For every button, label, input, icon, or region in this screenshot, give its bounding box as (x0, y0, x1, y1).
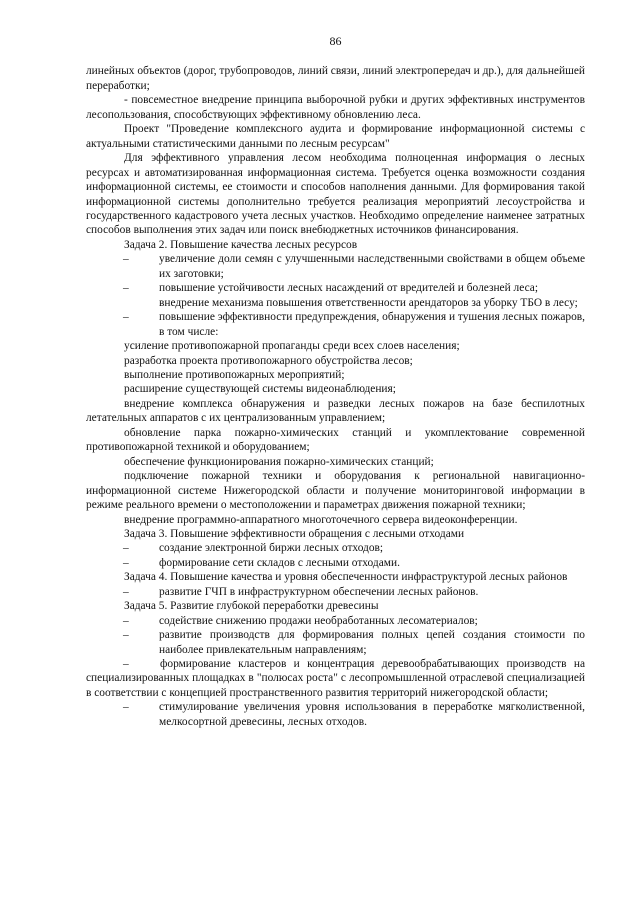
list-dash: – (123, 701, 129, 714)
list-item (86, 541, 585, 555)
list-item-text: развитие производств для формирования полных цепей создания стоимости по наиболее привлекательным направлениям; (159, 629, 585, 656)
paragraph: обеспечение функционирования пожарно-химических станций; (124, 455, 434, 468)
paragraph: разработка проекта противопожарного обустройства лесов; (124, 354, 413, 367)
paragraph: Задача 2. Повышение качества лесных ресурсов (124, 238, 358, 251)
paragraph: линейных объектов (дорог, трубопроводов, линий связи, линий электропередач и др.), для дальнейшей переработки; (86, 65, 585, 92)
paragraph: - повсеместное внедрение принципа выборочной рубки и других эффективных инструментов лесопользования, способствующих эффективному обновлению леса. (86, 94, 585, 121)
list-item-text: повышение эффективности предупреждения, обнаружения и тушения лесных пожаров, в том числе: (159, 311, 585, 338)
list-item (86, 556, 585, 570)
list-item-text: развитие ГЧП в инфраструктурном обеспечении лесных районов. (159, 585, 479, 598)
list-item (86, 657, 585, 700)
paragraph: обновление парка пожарно-химических станций и укомплектование современной противопожарной техникой и оборудованием; (86, 426, 585, 454)
list-item-text: создание электронной биржи лесных отходов; (159, 542, 384, 555)
list-item (86, 281, 585, 295)
list-dash: – (123, 542, 129, 555)
paragraph: выполнение противопожарных мероприятий; (124, 368, 345, 381)
page-number: 86 (329, 34, 342, 48)
list-dash: – (123, 614, 129, 627)
paragraph: Задача 3. Повышение эффективности обращения с лесными отходами (124, 527, 465, 540)
paragraph: расширение существующей системы видеонаблюдения; (124, 383, 396, 396)
list-item (86, 252, 585, 281)
list-dash: – (123, 556, 129, 569)
list-item (86, 310, 585, 339)
list-item-text: формирование сети складов с лесными отходами. (159, 556, 400, 569)
list-dash: – (123, 311, 129, 324)
document-body (86, 64, 585, 729)
list-dash: – (123, 658, 129, 671)
list-item-text: формирование кластеров и концентрация деревообрабатывающих производств на специализированных площадках в "полюсах роста" с лесопромышленной отраслевой специализацией в соответствии с концепцией пространственного развития территорий нижегородской области; (86, 658, 585, 699)
list-dash: – (123, 253, 129, 266)
paragraph: Задача 5. Развитие глубокой переработки древесины (124, 600, 379, 613)
paragraph: Проект "Проведение комплексного аудита и формирование информационной системы с актуальными статистическими данными по лесным ресурсам" (86, 123, 585, 150)
list-item-text: повышение устойчивости лесных насаждений от вредителей и болезней леса; (159, 282, 538, 295)
list-item (86, 628, 585, 657)
list-dash (86, 296, 159, 310)
paragraph: Для эффективного управления лесом необходима полноценная информация о лесных ресурсах и автоматизированная информационная система. Требуется оценка возможности создания информационной системы, ее стоимости и способов наполнения данными. Для формирования такой информационной системы дополнительно требуется реализация мероприятий лесоустройства и государственного кадастрового учета лесных участков. Необходимо определение наименее затратных способов выполнения этих задач или поиск внебюджетных источников финансирования. (86, 152, 585, 237)
list-dash: – (123, 585, 129, 598)
paragraph: усиление противопожарной пропаганды среди всех слоев населения; (124, 340, 460, 353)
paragraph: внедрение программно-аппаратного многоточечного сервера видеоконференции. (124, 513, 518, 526)
list-item-text: внедрение механизма повышения ответственности арендаторов за уборку ТБО в лесу; (159, 296, 578, 309)
list-item-text: стимулирование увеличения уровня использования в переработке мягколиственной, мелкосортной древесины, лесных отходов. (159, 701, 585, 728)
list-dash: – (123, 282, 129, 295)
list-item-text: содействие снижению продажи необработанных лесоматериалов; (159, 614, 478, 627)
list-item (86, 614, 585, 628)
list-item (86, 700, 585, 729)
list-dash: – (123, 629, 129, 642)
list-item (86, 296, 585, 310)
list-item (86, 585, 585, 599)
list-item-text: увеличение доли семян с улучшенными наследственными свойствами в общем объеме их заготовки; (159, 253, 585, 280)
paragraph: внедрение комплекса обнаружения и разведки лесных пожаров на базе беспилотных летательных аппаратов с их централизованным управлением; (86, 397, 585, 425)
paragraph: Задача 4. Повышение качества и уровня обеспеченности инфраструктурой лесных районов (124, 571, 568, 584)
paragraph: подключение пожарной техники и оборудования к региональной навигационно-информационной системе Нижегородской области и получение мониторинговой информации в режиме реального времени о местоположении и параметрах движения пожарной техники; (86, 470, 585, 512)
